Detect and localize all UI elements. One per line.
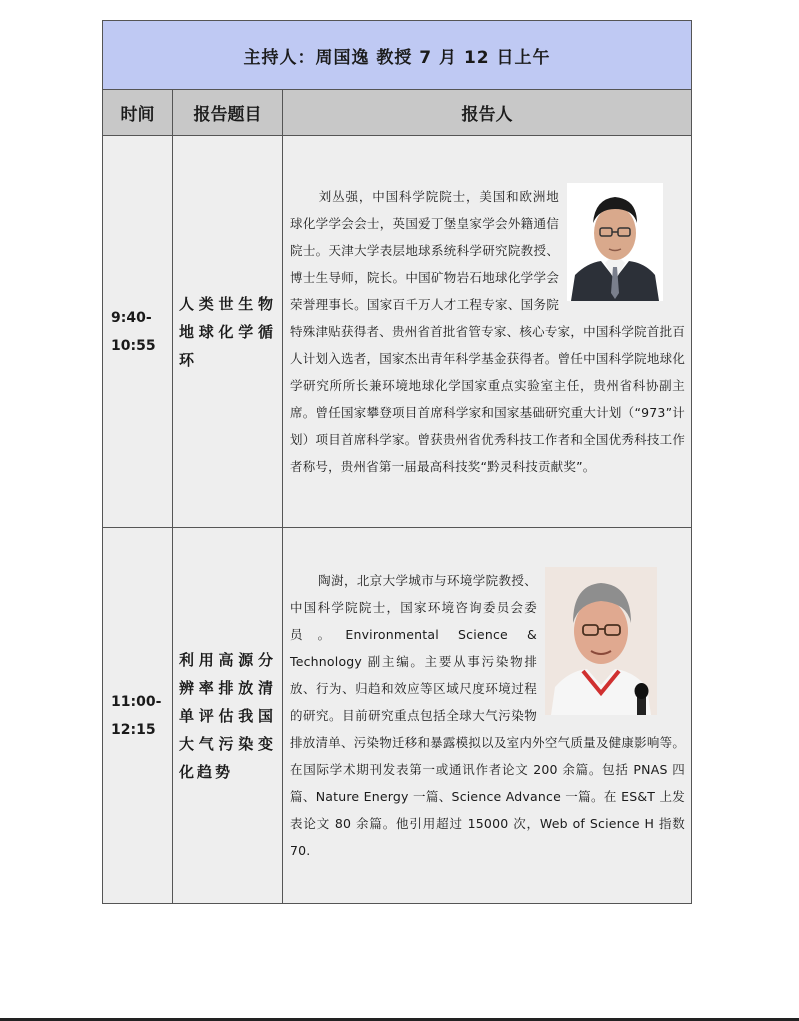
speaker-bio: 陶澍，北京大学城市与环境学院教授、中国科学院院士，国家环境咨询委员会委员。Environmental Science & Technology 副主编。主要从事污染物排放、行为、归趋和效应等区域尺度环境过程的研究。目前研究重点包括全球大气污染物排放清单、污染物迁移和暴露模拟以及室内外空气质量及健康影响等。在国际学术期刊发表第一或通讯作者论文 200 余篇。包括 PNAS 四篇、Nature Energy 一篇、Science Advance 一篇。在 ES&T 上发表论文 80 余篇。他引用超过 15000 次，Web of Science H 指数 70. xyxy=(290,573,686,858)
talk-topic: 人类世生物地球化学循环 xyxy=(173,136,283,528)
host-row xyxy=(103,21,692,90)
talk-time: 9:40-10:55 xyxy=(103,136,173,528)
header-speaker: 报告人 xyxy=(283,90,692,136)
speaker-portrait xyxy=(567,183,663,301)
speaker-cell xyxy=(283,528,692,904)
speaker-portrait xyxy=(545,567,657,715)
talk-topic: 利用高源分辨率排放清单评估我国大气污染变化趋势 xyxy=(173,528,283,904)
schedule-table xyxy=(102,20,692,904)
header-time: 时间 xyxy=(103,90,173,136)
header-row xyxy=(103,90,692,136)
header-topic: 报告题目 xyxy=(173,90,283,136)
speaker-cell xyxy=(283,136,692,528)
speaker-bio: 刘丛强，中国科学院院士，美国和欧洲地球化学学会会士，英国爱丁堡皇家学会外籍通信院士。天津大学表层地球系统科学研究院教授、博士生导师，院长。中国矿物岩石地球化学学会荣誉理事长。国家百千万人才工程专家、国务院特殊津贴获得者、贵州省首批省管专家、核心专家，中国科学院首批百人计划入选者，国家杰出青年科学基金获得者。曾任中国科学院地球化学研究所所长兼环境地球化学国家重点实验室主任，贵州省科协副主席。曾任国家攀登项目首席科学家和国家基础研究重大计划（“973”计划）项目首席科学家。曾获贵州省优秀科技工作者和全国优秀科技工作者称号，贵州省第一届最高科技奖“黔灵科技贡献奖”。 xyxy=(290,189,686,474)
talk-row xyxy=(103,136,692,528)
talk-row xyxy=(103,528,692,904)
talk-time: 11:00-12:15 xyxy=(103,528,173,904)
host-line: 主持人：周国逸 教授 7 月 12 日上午 xyxy=(103,21,692,90)
